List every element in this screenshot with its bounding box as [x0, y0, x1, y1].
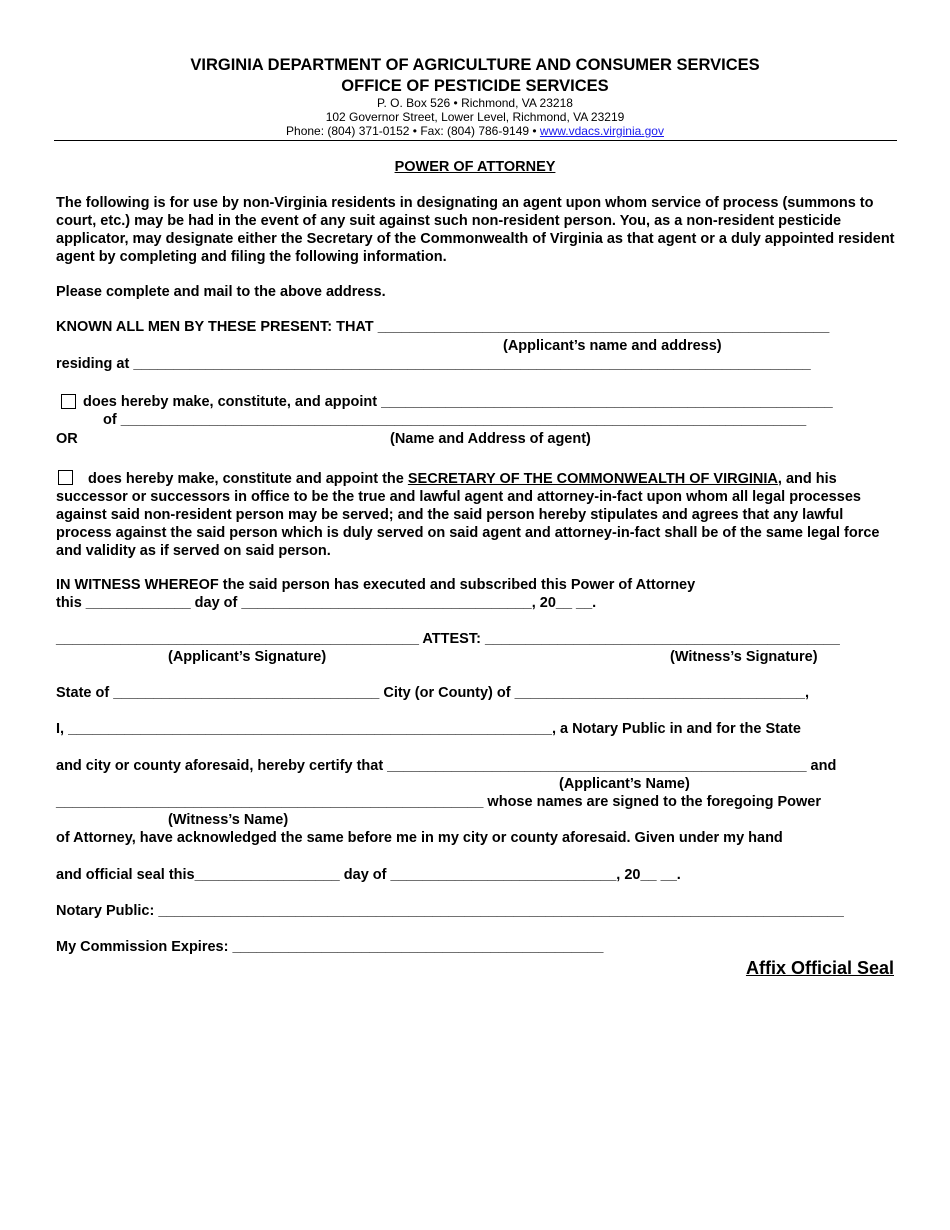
- or-label: OR: [56, 431, 78, 447]
- po-box: P. O. Box 526 • Richmond, VA 23218: [377, 96, 573, 110]
- applicant-name-field[interactable]: KNOWN ALL MEN BY THESE PRESENT: THAT ________________________________________________________: [56, 319, 830, 335]
- appoint-agent-checkbox[interactable]: [61, 394, 76, 409]
- applicant-caption: (Applicant’s name and address): [503, 338, 722, 354]
- agency-name: VIRGINIA DEPARTMENT OF AGRICULTURE AND CONSUMER SERVICES: [190, 56, 760, 74]
- secretary-prefix: does hereby make, constitute and appoint the: [88, 471, 408, 487]
- secretary-name: SECRETARY OF THE COMMONWEALTH OF VIRGINIA: [407, 471, 778, 487]
- applicant-name-caption: (Applicant’s Name): [559, 776, 690, 792]
- residing-at-field[interactable]: residing at ____________________________________________________________________________________: [56, 356, 811, 372]
- phone-fax: Phone: (804) 371-0152 • Fax: (804) 786-9149 •: [286, 124, 540, 138]
- intro-paragraph: The following is for use by non-Virginia residents in designating an agent upon whom service of process (summons to court, etc.) may be had in the event of any suit against such non-resident person. You, as a non-resident pesticide applicator, may designate either the Secretary of the Commonwealth of Virginia as that agent or a duly appointed resident agent by completing and filing the following information.: [56, 195, 895, 265]
- affix-seal-label: Affix Official Seal: [745, 958, 894, 978]
- contact-line: [0, 124, 950, 138]
- secretary-suffix: , and his successor or successors in office to be the true and lawful agent and attorney-in-fact upon whom all legal processes against said non-resident person may be served; and the said person hereby stipulates and agrees that any lawful process against the said person which is duly served on said agent and attorney-in-fact shall be of the same legal force and validity as if served on said person.: [56, 471, 880, 559]
- applicant-signature-caption: (Applicant’s Signature): [168, 649, 327, 665]
- page-title: POWER OF ATTORNEY: [394, 159, 556, 175]
- agent-address-field[interactable]: of _____________________________________________________________________________________: [103, 412, 807, 428]
- notary-public-field[interactable]: Notary Public: _____________________________________________________________________________________: [56, 903, 844, 919]
- secretary-paragraph: [56, 470, 898, 560]
- agent-caption: (Name and Address of agent): [390, 431, 591, 447]
- agent-name-field[interactable]: does hereby make, constitute, and appoint ________________________________________________________: [83, 394, 833, 410]
- notary-name-field[interactable]: I, ____________________________________________________________, a Notary Public in and for the State: [56, 721, 801, 737]
- commission-expires-field[interactable]: My Commission Expires: ______________________________________________: [56, 939, 604, 955]
- header-divider: [54, 140, 897, 141]
- witness-name-field[interactable]: _____________________________________________________ whose names are signed to the foregoing Power: [56, 794, 821, 810]
- witness-signature-caption: (Witness’s Signature): [670, 649, 818, 665]
- witness-name-caption: (Witness’s Name): [168, 812, 289, 828]
- execution-date-field[interactable]: this _____________ day of ____________________________________, 20__ __.: [56, 595, 597, 611]
- certify-applicant-field[interactable]: and city or county aforesaid, hereby certify that ____________________________________________________ and: [56, 758, 837, 774]
- website-link[interactable]: www.vdacs.virginia.gov: [539, 124, 664, 138]
- street-address: 102 Governor Street, Lower Level, Richmond, VA 23219: [325, 110, 625, 124]
- acknowledged-text: of Attorney, have acknowledged the same before me in my city or county aforesaid. Given under my hand: [56, 830, 783, 846]
- mail-instruction: Please complete and mail to the above address.: [56, 284, 386, 300]
- witness-whereof: IN WITNESS WHEREOF the said person has executed and subscribed this Power of Attorney: [56, 577, 696, 593]
- signature-line[interactable]: _____________________________________________ ATTEST: ____________________________________________: [56, 631, 840, 647]
- official-seal-date-field[interactable]: and official seal this__________________ day of ____________________________, 20__ __.: [56, 867, 681, 883]
- office-name: OFFICE OF PESTICIDE SERVICES: [341, 77, 609, 95]
- state-city-field[interactable]: State of _________________________________ City (or County) of ____________________________________,: [56, 685, 809, 701]
